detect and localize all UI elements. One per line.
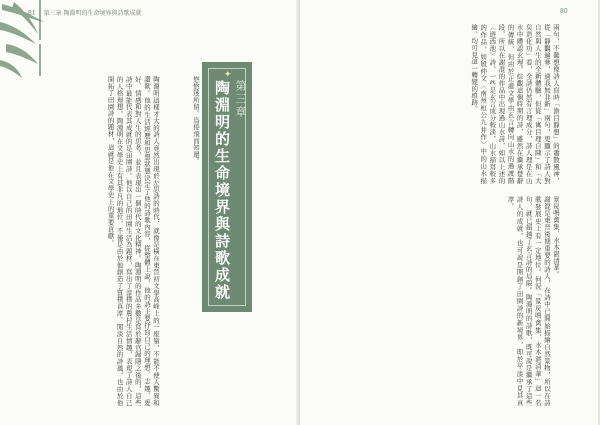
left-page-number: 81 [28, 10, 36, 17]
right-page-number: 80 [560, 8, 568, 15]
right-lower-paragraph: 謝混是東晉後期重要的詩人，在詩中已開始描繪自然景物，所以在詩歌發展史上有一定地位。何況「景昃鳴禽集，水木湛清華」這一名句，就已超越了玄言詩的局限。陶淵明的詩歌，既可說是繼承了這些詩人的成就，也可說是開創了田園詩的新境界，即於平淡中見其真淳。 [506, 196, 551, 406]
chapter-title-banner [202, 62, 252, 312]
right-lower-text [330, 196, 560, 406]
left-running-title: 第三章 陶淵明的生命境界與詩歌成就 [43, 10, 142, 17]
right-body-text [316, 24, 560, 184]
left-body-paragraph: 陶淵明這樣才大的詩人竟然出現於左思詩的時代，就像是橫在東晉初文學高峰上的一座嶺，不能不使人驚異和讚歎。他的生活經歷和思想狀態決定了他的詩歌內容，從整體上說，他的詩主要抒寫自己的理想、志趣、愛好、情感和對人生的思考，並且表現出一個時代的文化精神。陶淵明的作品多數是寫於辭官歸隱之後的，這些詩中最能代表其成就的是田園詩。他以自己的田園生活為題材，寫出了淳樸的農村生活情趣，表現了詩人自己的人格理想。陶淵明在文學史上有其非凡的地位，不僅是由於他創造了質樸真淳、閒淡自然的詩風，也由於他開拓了田園詩的題材，這就是他在文學史上的重要貢獻。 [106, 76, 160, 406]
left-body-text [24, 76, 160, 406]
chapter-number: 第三章 [234, 80, 247, 119]
left-poem-line: 悠悠迷所留。鳥倦飛而知還。 [192, 76, 200, 165]
right-body-paragraph: 兩句，不難想像詩人寫時「澹目靜想」的蕭散風神，從「靜觀遍參，適我無非新」兩句，更顯示了詩人對自然與人生的全新體驗，但從「寓目理自陳」和「大矣造化功」看，全詩仍然有言理成分，詩人理是在山水中體認玄理。綜觀這個時期的詩，雖然在繼承楚辭的傳統，但由於正處文學由玄言轉向山水的過渡階段，所以在謝混的作品中出現過山水詩，如以上述的〈遊西池〉詩，一些是玄言成分較淡，山水描寫較多的作品，如殷仲文〈南州桓公九井作〉中的山水描繪，均可見這一轉變的痕跡。 [470, 24, 560, 184]
banner-ornament-icon: ✦ [224, 70, 232, 80]
running-header-left [28, 8, 141, 17]
chapter-title: 陶淵明的生命境界與詩歌成就 [213, 80, 231, 301]
left-poem-quote [178, 76, 200, 376]
right-poem-quote: 景昃鳴禽集，水木湛清華。 [552, 196, 560, 278]
